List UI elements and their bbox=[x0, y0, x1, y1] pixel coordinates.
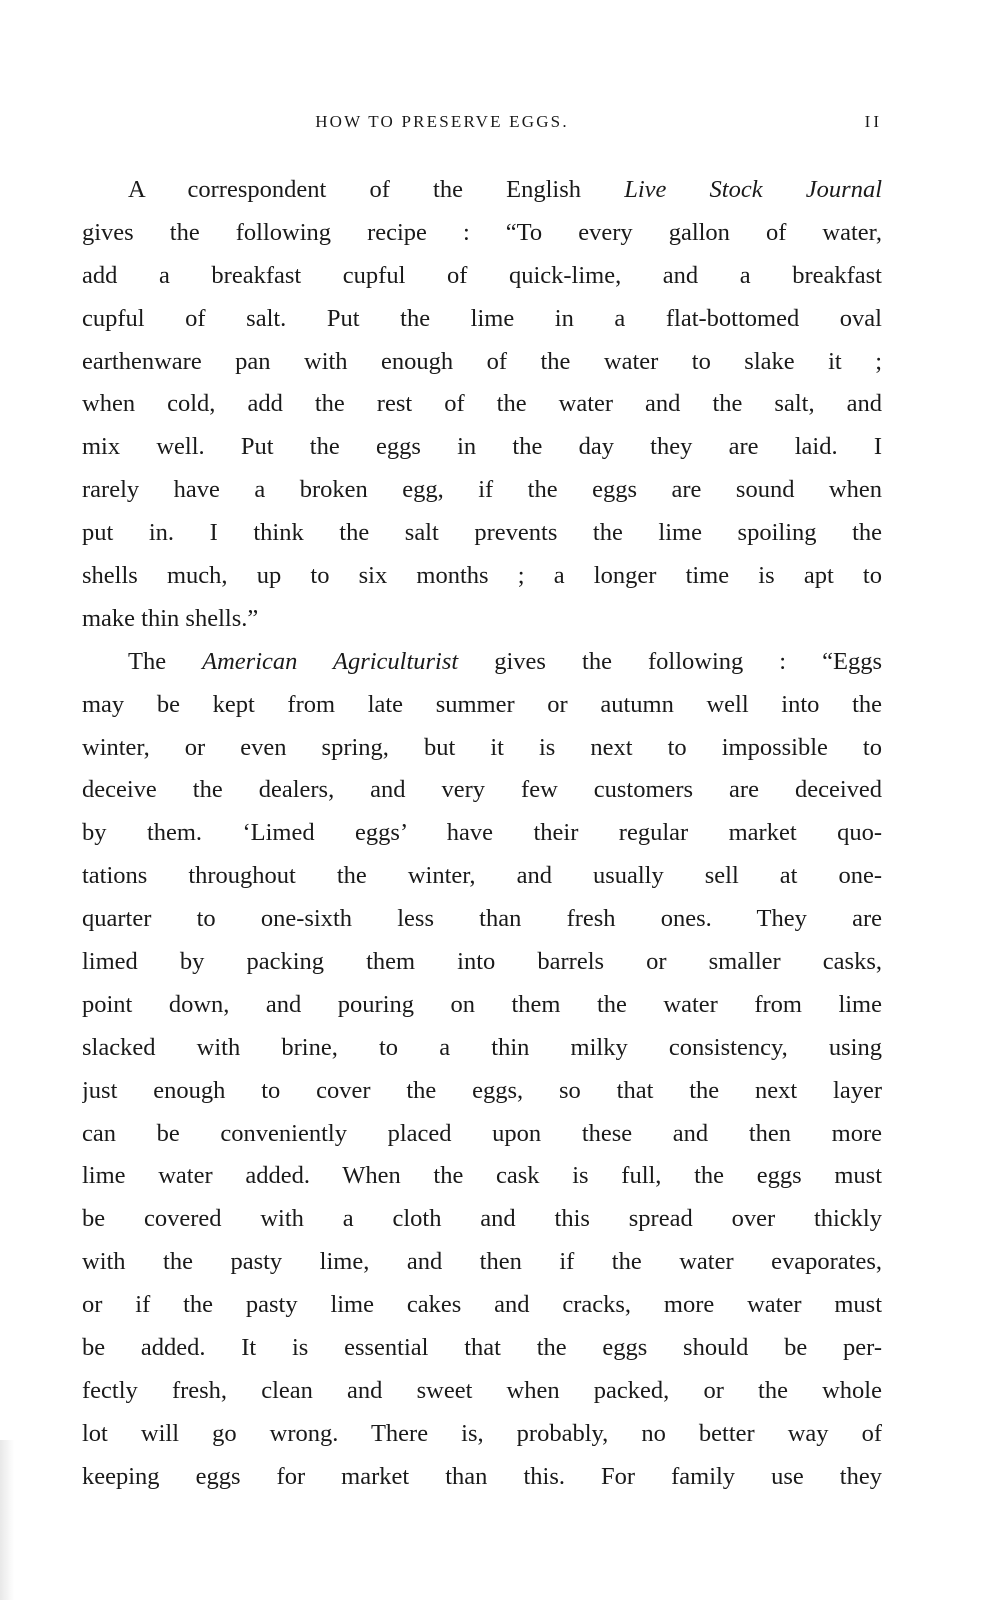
text-run: fectly fresh, clean and sweet when packed, or the whole bbox=[82, 1376, 882, 1404]
text-run: with the pasty lime, and then if the water evaporates, bbox=[82, 1248, 882, 1276]
text-run: gives the following : “Eggs bbox=[458, 647, 882, 675]
text-line bbox=[82, 1456, 882, 1499]
text-line bbox=[82, 426, 882, 469]
text-run: deceive the dealers, and very few customers are deceived bbox=[82, 776, 882, 804]
text-line bbox=[82, 1155, 882, 1198]
text-line bbox=[82, 769, 882, 812]
text-line bbox=[82, 684, 882, 727]
body-text bbox=[82, 169, 882, 1499]
text-line bbox=[82, 1284, 882, 1327]
page-number: II bbox=[864, 112, 882, 131]
text-line bbox=[82, 598, 882, 641]
text-line bbox=[82, 1370, 882, 1413]
text-run: quarter to one-sixth less than fresh ones. They are bbox=[82, 905, 882, 933]
text-line bbox=[82, 984, 882, 1027]
text-line bbox=[82, 812, 882, 855]
text-run: limed by packing them into barrels or smaller casks, bbox=[82, 948, 882, 976]
text-line bbox=[82, 1198, 882, 1241]
text-run: may be kept from late summer or autumn well into the bbox=[82, 690, 882, 718]
text-run: A correspondent of the English bbox=[128, 176, 625, 203]
page-edge-shadow bbox=[0, 1440, 14, 1600]
text-line bbox=[82, 298, 882, 341]
text-run: gives the following recipe : “To every gallon of water, bbox=[82, 218, 882, 246]
text-run: put in. I think the salt prevents the lime spoiling the bbox=[82, 519, 882, 547]
text-line bbox=[82, 341, 882, 384]
text-run: when cold, add the rest of the water and the salt, and bbox=[82, 390, 882, 418]
text-run: tations throughout the winter, and usually sell at one- bbox=[82, 862, 882, 890]
text-line bbox=[82, 941, 882, 984]
text-run: earthenware pan with enough of the water to slake it ; bbox=[82, 347, 882, 375]
text-run: winter, or even spring, but it is next to impossible to bbox=[82, 733, 882, 761]
text-line bbox=[82, 1027, 882, 1070]
text-line bbox=[82, 255, 882, 298]
text-run: by them. ‘Limed eggs’ have their regular market quo- bbox=[82, 819, 882, 847]
text-line bbox=[82, 1413, 882, 1456]
text-line bbox=[82, 555, 882, 598]
text-run: lime water added. When the cask is full, the eggs must bbox=[82, 1162, 882, 1190]
text-run: can be conveniently placed upon these and then more bbox=[82, 1119, 882, 1147]
text-line bbox=[82, 855, 882, 898]
text-run: rarely have a broken egg, if the eggs are sound when bbox=[82, 476, 882, 504]
running-head bbox=[82, 112, 882, 136]
text-line bbox=[82, 469, 882, 512]
text-line bbox=[82, 898, 882, 941]
text-run: just enough to cover the eggs, so that the next layer bbox=[82, 1076, 882, 1104]
text-line bbox=[82, 512, 882, 555]
italic-title: American Agriculturist bbox=[202, 647, 459, 675]
text-line bbox=[82, 212, 882, 255]
text-run: or if the pasty lime cakes and cracks, more water must bbox=[82, 1291, 882, 1319]
text-line bbox=[82, 383, 882, 426]
text-line bbox=[82, 727, 882, 770]
text-run: point down, and pouring on them the water from lime bbox=[82, 990, 882, 1018]
italic-title: Live Stock Journal bbox=[624, 176, 882, 203]
running-title: HOW TO PRESERVE EGGS. bbox=[315, 112, 569, 131]
text-run: shells much, up to six months ; a longer time is apt to bbox=[82, 562, 882, 590]
text-line bbox=[82, 1070, 882, 1113]
text-line bbox=[82, 1113, 882, 1156]
text-run: mix well. Put the eggs in the day they are laid. I bbox=[82, 433, 882, 461]
text-run: add a breakfast cupful of quick-lime, and a breakfast bbox=[82, 261, 882, 289]
text-run: make thin shells.” bbox=[82, 604, 259, 632]
text-run: slacked with brine, to a thin milky consistency, using bbox=[82, 1033, 882, 1061]
paragraph bbox=[82, 641, 882, 1499]
text-line bbox=[82, 1241, 882, 1284]
paragraph bbox=[82, 169, 882, 641]
text-run: The bbox=[128, 647, 203, 675]
text-line bbox=[82, 641, 882, 684]
text-line bbox=[82, 169, 882, 212]
text-line bbox=[82, 1327, 882, 1370]
text-run: lot will go wrong. There is, probably, no better way of bbox=[82, 1419, 882, 1447]
text-run: be added. It is essential that the eggs should be per- bbox=[82, 1334, 882, 1362]
text-run: keeping eggs for market than this. For family use they bbox=[82, 1462, 882, 1490]
text-run: cupful of salt. Put the lime in a flat-bottomed oval bbox=[82, 304, 882, 332]
text-run: be covered with a cloth and this spread over thickly bbox=[82, 1205, 882, 1233]
